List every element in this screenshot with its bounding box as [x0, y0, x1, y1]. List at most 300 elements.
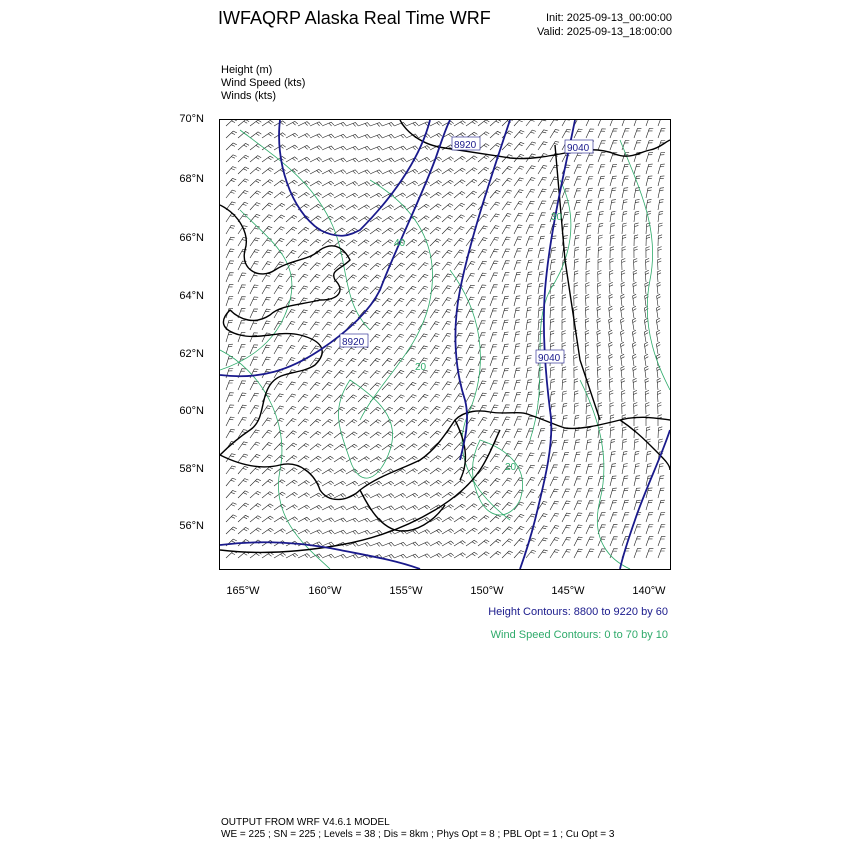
wind-barb — [442, 443, 453, 450]
wind-barb — [298, 322, 308, 330]
wind-barb — [370, 240, 381, 246]
wind-barb — [562, 452, 569, 462]
wind-barb — [298, 310, 308, 318]
wind-barb — [286, 492, 298, 498]
wind-barb — [550, 526, 559, 535]
wind-barb — [574, 440, 580, 450]
wind-barb — [406, 193, 418, 198]
wind-barb — [478, 261, 487, 270]
wind-barb — [226, 429, 235, 438]
wind-barb — [610, 211, 615, 222]
wind-barb — [562, 537, 571, 546]
wind-barb — [646, 512, 653, 522]
wind-barb — [442, 215, 453, 222]
wind-barb — [490, 131, 501, 138]
wind-barb — [298, 419, 309, 426]
wind-barb — [586, 501, 594, 510]
wind-barb — [490, 202, 500, 210]
wind-barb — [238, 155, 249, 162]
wind-barb — [442, 553, 454, 558]
wind-barb — [250, 381, 259, 390]
wind-barb — [597, 366, 601, 378]
wind-barb — [502, 478, 512, 486]
wind-barb — [586, 165, 594, 174]
wind-barb — [394, 432, 405, 438]
wind-barb — [274, 215, 285, 222]
wind-barb — [382, 182, 394, 187]
wind-barb — [550, 550, 559, 558]
wind-barb — [526, 225, 534, 234]
wind-barb — [406, 322, 416, 330]
wind-barb — [633, 366, 637, 378]
wind-barb — [538, 177, 547, 186]
wind-barb — [238, 442, 248, 450]
wind-barb — [346, 134, 358, 138]
wind-barb — [550, 331, 554, 342]
wind-barb — [502, 249, 510, 258]
wind-barb — [358, 146, 370, 150]
wind-barb — [238, 503, 249, 510]
wind-barb — [226, 344, 233, 354]
wind-barb — [466, 156, 477, 162]
wind-barb — [382, 542, 394, 546]
wind-barb — [358, 205, 370, 210]
wind-barb — [658, 152, 665, 162]
lon-tick-150: 150°W — [470, 585, 504, 597]
wind-barb — [334, 193, 346, 198]
wind-barb — [514, 453, 523, 462]
wind-barb — [634, 247, 638, 258]
wind-barb — [442, 250, 452, 258]
wind-barb — [621, 294, 625, 306]
wind-barb — [394, 310, 404, 318]
wind-barb — [430, 251, 440, 258]
wind-barb — [490, 417, 499, 426]
wind-barb — [238, 191, 248, 199]
wind-barb — [658, 525, 665, 535]
wind-barb — [658, 537, 665, 546]
wind-barb — [466, 273, 475, 282]
wind-barb — [358, 193, 370, 198]
wind-barb — [442, 180, 453, 186]
wind-barb — [238, 321, 245, 330]
wind-barb — [382, 506, 394, 510]
wind-barb — [442, 480, 453, 486]
wind-barb — [598, 153, 606, 162]
wind-barb — [286, 310, 295, 318]
wind-barb — [262, 168, 273, 174]
wind-barb — [645, 378, 649, 390]
wind-barb — [550, 477, 558, 486]
wind-barb — [490, 285, 498, 294]
wind-barb — [574, 355, 578, 367]
wind-barb — [226, 381, 234, 390]
wind-barb — [646, 500, 653, 510]
wind-barb — [238, 120, 249, 126]
wind-barb — [658, 549, 666, 558]
wind-barb — [598, 391, 602, 402]
wind-barb — [394, 542, 406, 546]
lon-tick-165: 165°W — [226, 585, 260, 597]
wind-barb — [382, 494, 394, 498]
wind-barb — [322, 170, 334, 175]
wind-barb — [574, 177, 582, 186]
wind-barb — [334, 146, 346, 150]
wind-barb — [622, 259, 626, 271]
wind-barb — [502, 490, 512, 498]
wind-barb — [658, 211, 663, 222]
wind-barb — [310, 444, 321, 450]
wind-barb — [658, 415, 662, 426]
wind-barb — [466, 321, 474, 330]
wind-barb — [514, 332, 520, 342]
wind-barb — [526, 178, 535, 186]
wind-barb — [346, 123, 358, 127]
wind-barb — [382, 457, 394, 463]
wind-barb — [286, 529, 298, 534]
wind-barb — [262, 418, 272, 426]
wind-barb — [286, 157, 298, 162]
wind-barb — [274, 382, 283, 390]
wind-barb — [310, 456, 321, 462]
wind-barb — [478, 418, 487, 427]
wind-barb — [574, 283, 578, 294]
wind-barb — [394, 481, 406, 486]
height-contour-legend: Height Contours: 8800 to 9220 by 60 — [488, 606, 668, 618]
wind-barb — [574, 464, 581, 474]
wind-barb — [262, 203, 273, 210]
wind-barb — [250, 479, 261, 486]
wind-barb — [334, 371, 344, 379]
wind-barb — [620, 330, 624, 342]
wind-barb — [598, 403, 602, 414]
wind-barb — [526, 307, 532, 318]
wind-barb — [538, 465, 546, 474]
wind-barb — [298, 431, 309, 438]
wind-barb — [346, 170, 358, 174]
north-coast — [400, 120, 670, 159]
wind-barb — [658, 439, 663, 450]
wind-barb — [490, 466, 500, 474]
wind-barb — [514, 514, 524, 522]
wind-barb — [622, 464, 628, 475]
wind-barb — [598, 176, 605, 186]
wind-barb — [610, 464, 616, 474]
wind-barb — [286, 406, 296, 414]
wind-barb — [658, 259, 662, 271]
wind-barb — [238, 417, 247, 426]
wind-barb — [574, 153, 582, 162]
wind-barb — [526, 319, 531, 330]
wind-barb — [454, 504, 465, 510]
wind-barb — [310, 122, 322, 126]
wind-barb — [622, 120, 630, 126]
wind-barb — [610, 129, 618, 138]
wind-barb — [466, 381, 475, 390]
wind-barb — [406, 146, 418, 150]
wind-barb — [610, 141, 618, 150]
lon-tick-160: 160°W — [308, 585, 342, 597]
wind-barb — [346, 469, 358, 474]
wind-barb — [490, 297, 498, 306]
wind-barb — [478, 167, 489, 174]
wind-barb — [286, 145, 298, 150]
wind-barb — [574, 537, 583, 546]
wind-barb — [358, 432, 369, 438]
wind-barb — [310, 530, 322, 534]
wind-barb — [490, 478, 500, 486]
wind-barb — [550, 177, 558, 186]
wind-barb — [382, 170, 394, 174]
wind-barb — [274, 480, 285, 486]
wind-barb — [454, 529, 466, 535]
wind-barb — [538, 453, 546, 462]
wind-barb — [442, 227, 453, 234]
wind-barb — [609, 282, 613, 294]
wind-barb — [322, 134, 334, 138]
model-config-line: WE = 225 ; SN = 225 ; Levels = 38 ; Dis = 8km ; Phys Opt = 8 ; PBL Opt = 1 ; Cu Opt = 3 — [221, 829, 615, 840]
wind-barb — [550, 259, 556, 270]
wind-barb — [657, 378, 661, 390]
wind-barb — [274, 455, 285, 462]
wind-barb — [466, 516, 477, 522]
wind-barb — [598, 525, 606, 534]
wind-barb — [610, 537, 618, 546]
wind-barb — [502, 454, 511, 462]
wind-barb — [322, 542, 334, 546]
wind-barb — [442, 274, 452, 282]
wind-barb — [430, 382, 440, 390]
wind-barb — [646, 403, 650, 415]
wind-barb — [442, 455, 453, 462]
wind-barb — [382, 407, 393, 414]
wind-barb — [585, 330, 589, 342]
wind-barb — [418, 157, 430, 162]
wind-barb — [310, 505, 322, 510]
wind-barb — [586, 525, 594, 534]
wind-contour — [580, 380, 630, 569]
wind-barb — [370, 530, 382, 534]
wind-barb — [310, 370, 320, 378]
wind-barb — [634, 259, 638, 271]
wind-barb — [574, 212, 580, 222]
wind-barb — [585, 294, 589, 306]
wind-barb — [418, 251, 429, 258]
wind-barb — [322, 334, 332, 342]
wind-barb — [621, 282, 625, 294]
wind-barb — [466, 345, 474, 354]
wind-barb — [586, 271, 590, 282]
wind-barb — [526, 465, 535, 474]
wind-barb — [418, 431, 429, 438]
wind-barb — [634, 235, 638, 246]
wind-barb — [538, 550, 548, 558]
wind-barb — [622, 512, 629, 522]
wind-barb — [598, 165, 605, 175]
wind-barb — [274, 286, 283, 295]
wind-barb — [322, 444, 333, 450]
wind-barb — [550, 271, 555, 282]
wind-barb — [430, 554, 442, 559]
wind-barb — [466, 504, 477, 510]
wind-barb — [442, 358, 451, 367]
wind-barb — [334, 554, 346, 558]
wind-barb — [634, 464, 640, 475]
wind-barb — [622, 188, 628, 198]
wind-barb — [286, 286, 296, 294]
wind-barb — [226, 515, 237, 522]
wind-barb — [442, 310, 451, 319]
wind-barb — [334, 395, 345, 402]
wind-barb — [550, 501, 559, 510]
wind-barb — [250, 226, 260, 234]
wind-barb — [658, 120, 666, 126]
wind-barb — [454, 309, 463, 318]
wind-barb — [610, 188, 616, 198]
wind-barb — [250, 504, 261, 511]
wind-barb — [370, 444, 382, 450]
wind-barb — [490, 179, 500, 186]
wind-barb — [442, 517, 454, 522]
wind-barb — [656, 330, 660, 342]
wind-barb — [658, 176, 664, 186]
wind-barb — [262, 321, 270, 330]
wind-barb — [574, 489, 582, 498]
wind-barb — [250, 454, 260, 462]
wind-barb — [478, 285, 486, 294]
wind-barb — [310, 468, 322, 474]
wind-barb — [358, 530, 370, 534]
wind-barb — [454, 455, 465, 462]
wind-barb — [478, 179, 489, 186]
wind-barb — [298, 346, 308, 354]
wind-barb — [346, 432, 357, 438]
wind-barb — [634, 164, 641, 174]
wind-barb — [442, 394, 452, 402]
wind-barb — [526, 284, 532, 294]
wind-barb — [657, 390, 661, 402]
wind-barb — [514, 539, 524, 547]
height-contour — [220, 542, 420, 569]
wind-barb — [633, 354, 637, 366]
wind-barb — [262, 297, 271, 306]
wind-barb — [226, 296, 233, 306]
wind-barb — [598, 120, 606, 126]
wind-barb — [370, 123, 382, 127]
wind-barb — [418, 407, 429, 414]
wind-barb — [550, 379, 555, 390]
wind-barb — [274, 192, 285, 198]
se-coast — [620, 420, 670, 470]
wind-barb — [442, 370, 451, 378]
wind-barb — [394, 518, 406, 522]
wind-barb — [418, 481, 430, 486]
wind-barb — [334, 310, 344, 318]
wind-barb — [298, 298, 308, 306]
wind-barb — [274, 238, 284, 246]
wind-barb — [262, 552, 274, 558]
wind-barb — [358, 469, 370, 474]
wind-barb — [382, 310, 392, 318]
wind-barb — [286, 468, 297, 474]
wind-barb — [502, 503, 512, 511]
wind-barb — [502, 178, 512, 186]
wind-barb — [478, 442, 488, 450]
wind-barb — [658, 512, 665, 522]
wind-barb — [610, 223, 615, 234]
wind-barb — [586, 120, 594, 126]
wind-barb — [226, 167, 236, 174]
wind-barb — [262, 455, 273, 462]
wind-barb — [406, 310, 416, 318]
wind-barb — [442, 157, 454, 162]
wind-barb — [478, 297, 486, 306]
wind-barb — [250, 273, 259, 282]
wind-barb — [358, 420, 369, 426]
wind-barb — [550, 489, 559, 498]
wind-barb — [418, 468, 430, 474]
wind-barb — [370, 432, 381, 438]
wind-barb — [586, 537, 594, 546]
wind-barb — [586, 513, 594, 522]
wind-barb — [406, 239, 417, 246]
wind-barb — [382, 287, 392, 294]
wind-barb — [514, 178, 524, 186]
wind-barb — [586, 200, 592, 210]
wind-barb — [346, 407, 357, 414]
wind-barb — [370, 135, 382, 139]
wind-barb — [538, 514, 547, 522]
wind-barb — [322, 419, 333, 426]
wind-barb — [322, 506, 334, 510]
wind-barb — [226, 285, 233, 294]
wind-barb — [574, 452, 581, 462]
wind-barb — [586, 153, 594, 162]
wind-barb — [358, 371, 368, 378]
wind-barb — [322, 263, 333, 270]
wind-barb — [478, 405, 487, 414]
wind-barb — [442, 204, 453, 210]
wind-barb — [454, 394, 463, 402]
wind-barb — [646, 258, 650, 270]
wind-barb — [382, 555, 394, 559]
wind-barb — [634, 525, 641, 535]
wind-barb — [597, 306, 601, 318]
wind-barb — [334, 506, 346, 510]
wind-barb — [334, 383, 345, 390]
wind-barb — [310, 169, 322, 174]
wind-barb — [478, 309, 486, 318]
wind-barb — [644, 330, 648, 342]
wind-barb — [322, 240, 333, 247]
wind-barb — [310, 158, 322, 163]
wind-barb — [585, 318, 589, 330]
wind-barb — [598, 200, 604, 210]
map-title: IWFAQRP Alaska Real Time WRF — [218, 8, 491, 28]
wind-barb — [262, 528, 274, 534]
wind-barb — [298, 517, 310, 522]
wind-barb — [226, 120, 237, 126]
wind-barb — [502, 273, 509, 282]
wind-barb — [585, 342, 589, 354]
wind-barb — [609, 330, 613, 342]
wind-barb — [358, 135, 370, 139]
wind-barb — [622, 164, 629, 174]
wind-barb — [238, 491, 249, 498]
wind-barb — [502, 417, 510, 426]
wind-barb — [644, 342, 648, 354]
wind-barb — [226, 491, 236, 499]
